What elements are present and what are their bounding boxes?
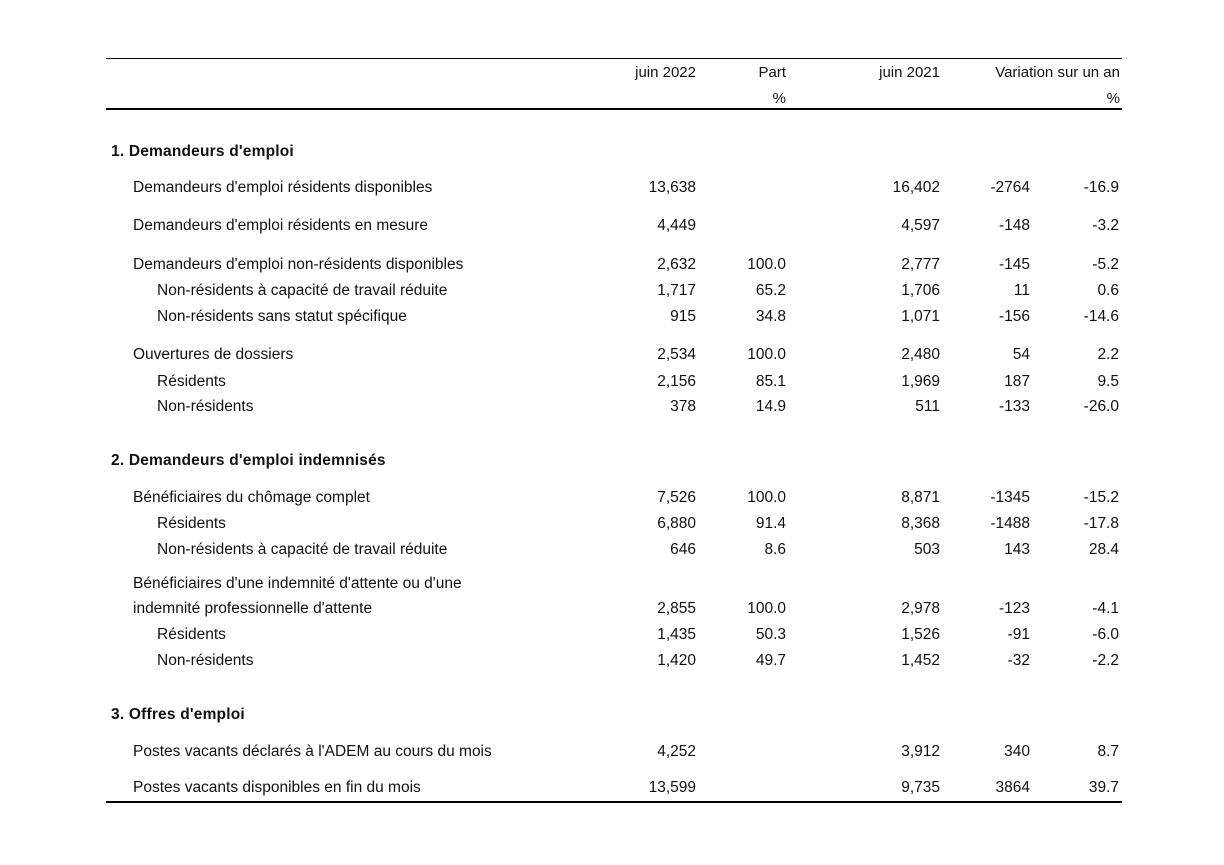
cell-variation-pct: -6.0 — [1092, 626, 1119, 643]
cell-variation-pct: -5.2 — [1092, 256, 1119, 273]
cell-juin-2021: 511 — [915, 398, 940, 415]
section-title: 2. Demandeurs d'emploi indemnisés — [111, 452, 386, 469]
cell-variation-pct: -17.8 — [1083, 515, 1119, 532]
cell-juin-2022: 2,534 — [657, 346, 696, 363]
cell-part: 100.0 — [747, 600, 786, 617]
cell-variation-pct: 0.6 — [1097, 282, 1119, 299]
cell-juin-2021: 2,978 — [901, 600, 940, 617]
cell-variation-abs: -32 — [1007, 652, 1030, 669]
top-rule — [106, 58, 1122, 59]
row-label: Non-résidents à capacité de travail réduite — [157, 541, 448, 558]
row-label: Bénéficiaires du chômage complet — [133, 489, 370, 506]
cell-variation-abs: -1345 — [990, 489, 1030, 506]
row-label: Résidents — [157, 373, 226, 390]
row-label: Postes vacants disponibles en fin du mois — [133, 779, 421, 796]
cell-juin-2022: 13,638 — [648, 179, 696, 196]
cell-juin-2021: 16,402 — [892, 179, 940, 196]
cell-variation-abs: 54 — [1012, 346, 1030, 363]
cell-juin-2022: 915 — [670, 308, 696, 325]
cell-variation-pct: -14.6 — [1083, 308, 1119, 325]
cell-juin-2022: 13,599 — [648, 779, 696, 796]
cell-part: 100.0 — [747, 489, 786, 506]
section-title: 1. Demandeurs d'emploi — [111, 143, 294, 160]
cell-variation-abs: 187 — [1004, 373, 1030, 390]
cell-variation-pct: 9.5 — [1097, 373, 1119, 390]
cell-part: 85.1 — [755, 373, 786, 390]
cell-variation-abs: 340 — [1004, 743, 1030, 760]
header-rule — [106, 108, 1122, 110]
row-label: Demandeurs d'emploi non-résidents disponibles — [133, 256, 464, 273]
cell-variation-abs: -91 — [1007, 626, 1030, 643]
cell-variation-abs: 11 — [1013, 282, 1030, 299]
cell-variation-abs: -1488 — [990, 515, 1030, 532]
cell-part: 8.6 — [764, 541, 786, 558]
row-label: Non-résidents — [157, 652, 254, 669]
header-variation-unit: % — [1106, 90, 1120, 107]
cell-juin-2021: 1,452 — [901, 652, 940, 669]
cell-variation-abs: -148 — [998, 217, 1030, 234]
cell-variation-pct: 8.7 — [1097, 743, 1119, 760]
cell-variation-pct: -26.0 — [1083, 398, 1119, 415]
cell-juin-2021: 1,071 — [901, 308, 940, 325]
cell-juin-2021: 4,597 — [901, 217, 940, 234]
cell-variation-abs: -156 — [998, 308, 1030, 325]
header-part-unit: % — [772, 90, 786, 107]
statistics-table — [106, 58, 1122, 804]
cell-variation-abs: -145 — [998, 256, 1030, 273]
cell-part: 91.4 — [755, 515, 786, 532]
cell-variation-pct: -2.2 — [1092, 652, 1119, 669]
cell-juin-2021: 9,735 — [901, 779, 940, 796]
row-label: indemnité professionnelle d'attente — [133, 600, 373, 617]
cell-variation-pct: -16.9 — [1083, 179, 1119, 196]
cell-variation-abs: -123 — [998, 600, 1030, 617]
row-label: Résidents — [157, 626, 226, 643]
cell-variation-abs: -2764 — [990, 179, 1030, 196]
cell-juin-2021: 1,706 — [901, 282, 940, 299]
cell-part: 100.0 — [747, 256, 786, 273]
header-part: Part — [758, 64, 786, 81]
bottom-rule — [106, 801, 1122, 803]
cell-variation-pct: -15.2 — [1083, 489, 1119, 506]
cell-part: 100.0 — [747, 346, 786, 363]
cell-juin-2021: 1,526 — [901, 626, 940, 643]
row-label: Demandeurs d'emploi résidents en mesure — [133, 217, 429, 234]
cell-juin-2022: 2,156 — [657, 373, 696, 390]
row-label: Postes vacants déclarés à l'ADEM au cours du mois — [133, 743, 492, 760]
row-label: Ouvertures de dossiers — [133, 346, 294, 363]
cell-juin-2022: 1,717 — [657, 282, 696, 299]
header-variation: Variation sur un an — [995, 64, 1120, 81]
cell-juin-2022: 2,632 — [657, 256, 696, 273]
cell-juin-2022: 378 — [670, 398, 696, 415]
cell-juin-2021: 2,480 — [901, 346, 940, 363]
cell-part: 49.7 — [755, 652, 786, 669]
row-label: Non-résidents à capacité de travail réduite — [157, 282, 448, 299]
cell-part: 50.3 — [755, 626, 786, 643]
cell-juin-2022: 4,252 — [657, 743, 696, 760]
cell-variation-pct: 2.2 — [1097, 346, 1119, 363]
cell-juin-2022: 1,435 — [657, 626, 696, 643]
cell-juin-2021: 8,368 — [901, 515, 940, 532]
row-label: Demandeurs d'emploi résidents disponibles — [133, 179, 433, 196]
cell-juin-2021: 8,871 — [901, 489, 940, 506]
section-title: 3. Offres d'emploi — [111, 706, 245, 723]
row-label: Non-résidents — [157, 398, 254, 415]
cell-juin-2021: 503 — [914, 541, 940, 558]
cell-juin-2021: 2,777 — [901, 256, 940, 273]
cell-variation-pct: 28.4 — [1088, 541, 1119, 558]
cell-juin-2022: 646 — [670, 541, 696, 558]
cell-juin-2021: 3,912 — [901, 743, 940, 760]
cell-variation-pct: 39.7 — [1088, 779, 1119, 796]
cell-juin-2022: 7,526 — [657, 489, 696, 506]
cell-variation-abs: -133 — [998, 398, 1030, 415]
cell-juin-2022: 6,880 — [657, 515, 696, 532]
cell-part: 34.8 — [755, 308, 786, 325]
header-juin-2021: juin 2021 — [879, 64, 940, 81]
cell-variation-pct: -4.1 — [1092, 600, 1119, 617]
row-label: Résidents — [157, 515, 226, 532]
cell-variation-pct: -3.2 — [1092, 217, 1119, 234]
cell-juin-2022: 4,449 — [657, 217, 696, 234]
cell-part: 14.9 — [755, 398, 786, 415]
header-juin-2022: juin 2022 — [635, 64, 696, 81]
row-label: Bénéficiaires d'une indemnité d'attente ou d'une — [133, 575, 462, 592]
cell-juin-2021: 1,969 — [901, 373, 940, 390]
row-label: Non-résidents sans statut spécifique — [157, 308, 407, 325]
cell-variation-abs: 3864 — [995, 779, 1030, 796]
cell-juin-2022: 1,420 — [657, 652, 696, 669]
cell-juin-2022: 2,855 — [657, 600, 696, 617]
cell-variation-abs: 143 — [1004, 541, 1030, 558]
cell-part: 65.2 — [755, 282, 786, 299]
